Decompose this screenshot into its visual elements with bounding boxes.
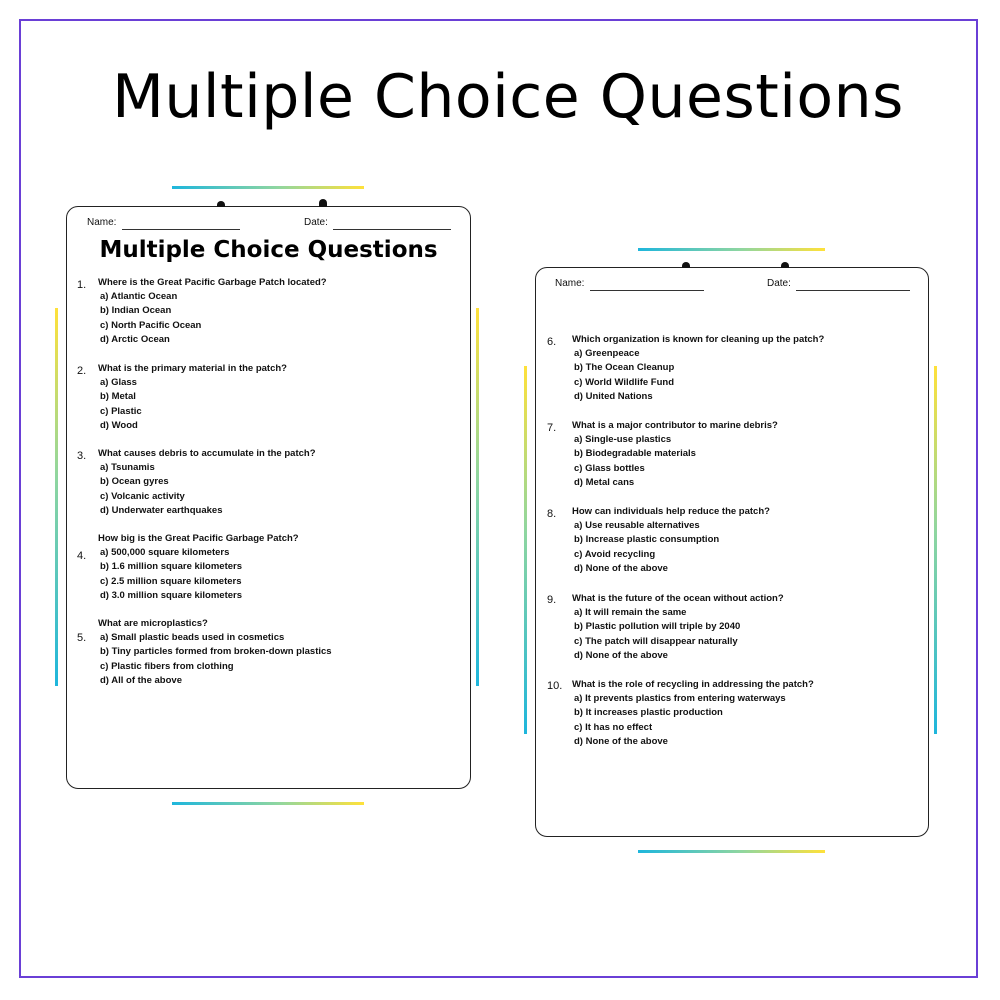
answer-option[interactable]: c) Avoid recycling xyxy=(574,548,656,560)
answer-option[interactable]: d) All of the above xyxy=(100,675,182,687)
answer-option[interactable]: d) Underwater earthquakes xyxy=(100,505,223,517)
question-number: 5. xyxy=(77,632,87,644)
page-title: Multiple Choice Questions xyxy=(112,62,904,132)
answer-option[interactable]: a) Use reusable alternatives xyxy=(574,520,700,531)
answer-option[interactable]: c) World Wildlife Fund xyxy=(574,376,675,388)
binder-clip-icon xyxy=(217,201,225,207)
question-text: Where is the Great Pacific Garbage Patch located? xyxy=(98,277,327,288)
answer-options xyxy=(100,376,142,434)
decorative-bar-top-right xyxy=(638,248,825,251)
answer-option[interactable]: b) The Ocean Cleanup xyxy=(574,362,675,374)
question-number: 3. xyxy=(77,450,87,462)
answer-option[interactable]: c) Volcanic activity xyxy=(100,490,185,502)
question-number: 1. xyxy=(77,279,87,291)
answer-option[interactable]: d) United Nations xyxy=(574,391,653,403)
answer-option[interactable]: b) Plastic pollution will triple by 2040 xyxy=(574,621,741,633)
name-field[interactable] xyxy=(122,229,240,230)
answer-options xyxy=(574,433,696,491)
answer-option[interactable]: c) It has no effect xyxy=(574,721,653,733)
answer-option[interactable]: b) It increases plastic production xyxy=(574,707,723,719)
answer-option[interactable]: b) 1.6 million square kilometers xyxy=(100,561,243,573)
name-label: Name: xyxy=(87,217,117,228)
question-text: What is the role of recycling in addressing the patch? xyxy=(572,679,814,690)
date-field[interactable] xyxy=(333,229,451,230)
answer-option[interactable]: a) 500,000 square kilometers xyxy=(100,547,230,558)
answer-option[interactable]: b) Biodegradable materials xyxy=(574,448,696,460)
answer-option[interactable]: d) Metal cans xyxy=(574,477,635,489)
answer-options xyxy=(574,692,786,750)
question-text: Which organization is known for cleaning up the patch? xyxy=(572,334,825,345)
question-text: What are microplastics? xyxy=(98,618,208,629)
answer-options xyxy=(574,519,719,577)
worksheet-page-1 xyxy=(66,206,471,789)
answer-option[interactable]: a) It will remain the same xyxy=(574,607,687,618)
answer-option[interactable]: a) It prevents plastics from entering waterways xyxy=(574,693,786,704)
answer-option[interactable]: a) Atlantic Ocean xyxy=(100,291,178,302)
question-text: What is a major contributor to marine debris? xyxy=(572,420,778,431)
question-number: 8. xyxy=(547,508,557,520)
worksheet-page-2 xyxy=(535,267,929,837)
date-label: Date: xyxy=(304,217,328,228)
answer-options xyxy=(574,347,674,405)
answer-option[interactable]: c) Plastic xyxy=(100,405,142,417)
answer-options xyxy=(100,631,332,689)
answer-option[interactable]: d) Wood xyxy=(100,420,138,432)
answer-option[interactable]: b) Increase plastic consumption xyxy=(574,534,720,546)
answer-option[interactable]: b) Metal xyxy=(100,391,136,403)
answer-option[interactable]: c) 2.5 million square kilometers xyxy=(100,575,242,587)
binder-clip-icon xyxy=(682,262,690,268)
binder-clip-icon xyxy=(781,262,789,268)
answer-option[interactable]: b) Indian Ocean xyxy=(100,305,172,317)
answer-option[interactable]: a) Small plastic beads used in cosmetics xyxy=(100,632,285,643)
name-field[interactable] xyxy=(590,290,704,291)
question-number: 2. xyxy=(77,365,87,377)
decorative-bar-top-left xyxy=(172,186,364,189)
answer-option[interactable]: a) Glass xyxy=(100,377,137,388)
answer-option[interactable]: c) Glass bottles xyxy=(574,462,645,474)
answer-option[interactable]: d) 3.0 million square kilometers xyxy=(100,590,243,602)
question-text: What is the primary material in the patch? xyxy=(98,363,287,374)
question-text: What causes debris to accumulate in the patch? xyxy=(98,448,316,459)
worksheet-title: Multiple Choice Questions xyxy=(99,237,438,263)
question-text: How can individuals help reduce the patch? xyxy=(572,506,770,517)
decorative-bar-left-inner xyxy=(476,308,479,686)
answer-option[interactable]: a) Tsunamis xyxy=(100,462,155,473)
answer-option[interactable]: d) None of the above xyxy=(574,736,668,748)
answer-option[interactable]: b) Ocean gyres xyxy=(100,476,169,488)
answer-option[interactable]: d) None of the above xyxy=(574,650,668,662)
binder-clip-icon xyxy=(319,199,327,207)
question-number: 4. xyxy=(77,550,87,562)
answer-option[interactable]: c) Plastic fibers from clothing xyxy=(100,660,234,672)
name-label: Name: xyxy=(555,278,585,289)
answer-option[interactable]: d) None of the above xyxy=(574,563,668,575)
answer-option[interactable]: a) Single-use plastics xyxy=(574,434,672,445)
question-number: 6. xyxy=(547,336,557,348)
answer-option[interactable]: c) The patch will disappear naturally xyxy=(574,635,738,647)
date-label: Date: xyxy=(767,278,791,289)
answer-options xyxy=(100,461,222,519)
decorative-bar-left-outer xyxy=(55,308,58,686)
answer-options xyxy=(100,546,242,604)
question-text: What is the future of the ocean without action? xyxy=(572,593,784,604)
decorative-bar-bottom-left xyxy=(172,802,364,805)
question-number: 10. xyxy=(547,680,563,692)
decorative-bar-bottom-right xyxy=(638,850,825,853)
answer-options xyxy=(100,290,201,348)
question-text: How big is the Great Pacific Garbage Patch? xyxy=(98,533,299,544)
question-number: 7. xyxy=(547,422,557,434)
answer-option[interactable]: c) North Pacific Ocean xyxy=(100,319,202,331)
answer-options xyxy=(574,606,740,664)
question-number: 9. xyxy=(547,594,557,606)
answer-option[interactable]: b) Tiny particles formed from broken-down plastics xyxy=(100,646,332,658)
answer-option[interactable]: a) Greenpeace xyxy=(574,348,640,359)
answer-option[interactable]: d) Arctic Ocean xyxy=(100,334,170,346)
decorative-bar-right-outer xyxy=(934,366,937,734)
date-field[interactable] xyxy=(796,290,910,291)
decorative-bar-right-inner xyxy=(524,366,527,734)
